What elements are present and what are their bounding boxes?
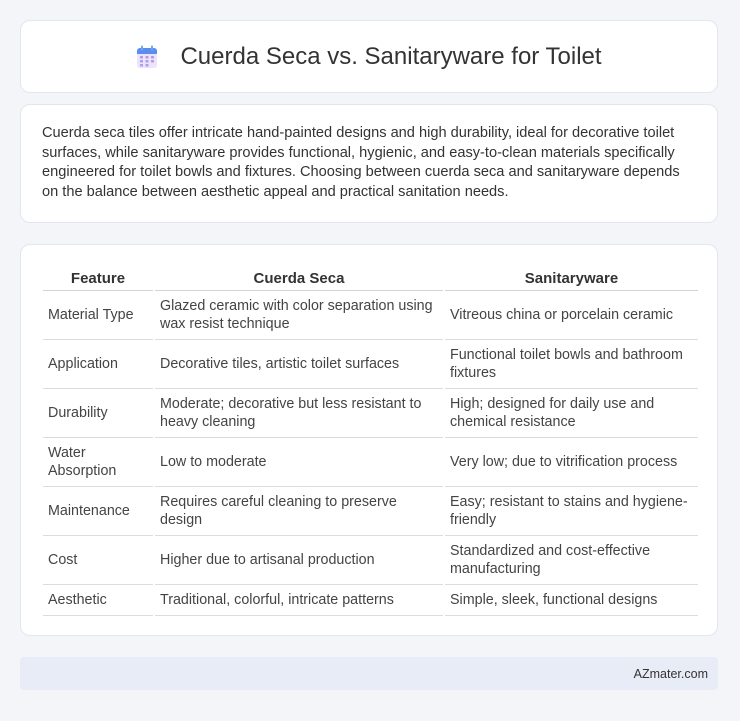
footer-source: AZmater.com: [633, 666, 708, 681]
intro-text: Cuerda seca tiles offer intricate hand-painted designs and high durability, ideal for decorative toilet surfaces, while sanitaryware provides functional, hygienic, and easy-to-clean materials specifically engineered for toilet bowls and fixtures. Choosing between cuerda seca and sanitaryware depends on the balance between aesthetic appeal and practical sanitation needs.: [42, 125, 680, 200]
table-row: [43, 585, 698, 616]
table-row: [43, 340, 698, 389]
header-feature: Feature: [43, 266, 153, 291]
comparison-table: [41, 266, 700, 616]
feature-cell: Material Type: [43, 291, 153, 340]
feature-cell: Water Absorption: [43, 438, 153, 487]
feature-cell: Maintenance: [43, 487, 153, 536]
header-cuerda-seca: Cuerda Seca: [155, 266, 443, 291]
feature-cell: Cost: [43, 536, 153, 585]
table-card: [20, 244, 718, 636]
feature-cell: Durability: [43, 389, 153, 438]
header-sanitaryware: Sanitaryware: [445, 266, 698, 291]
intro-card: [20, 104, 718, 223]
table-row: [43, 291, 698, 340]
cuerda-seca-cell: Higher due to artisanal production: [155, 536, 443, 585]
cuerda-seca-cell: Traditional, colorful, intricate patterns: [155, 585, 443, 616]
sanitaryware-cell: Vitreous china or porcelain ceramic: [445, 291, 698, 340]
feature-cell: Aesthetic: [43, 585, 153, 616]
title-card: [20, 20, 718, 93]
table-row: [43, 389, 698, 438]
feature-cell: Application: [43, 340, 153, 389]
footer-bar: [20, 657, 718, 690]
cuerda-seca-cell: Requires careful cleaning to preserve design: [155, 487, 443, 536]
cuerda-seca-cell: Glazed ceramic with color separation using wax resist technique: [155, 291, 443, 340]
table-row: [43, 487, 698, 536]
sanitaryware-cell: Standardized and cost-effective manufacturing: [445, 536, 698, 585]
calendar-icon: [136, 45, 158, 69]
sanitaryware-cell: Simple, sleek, functional designs: [445, 585, 698, 616]
sanitaryware-cell: High; designed for daily use and chemical resistance: [445, 389, 698, 438]
cuerda-seca-cell: Moderate; decorative but less resistant to heavy cleaning: [155, 389, 443, 438]
cuerda-seca-cell: Decorative tiles, artistic toilet surfaces: [155, 340, 443, 389]
cuerda-seca-cell: Low to moderate: [155, 438, 443, 487]
table-row: [43, 536, 698, 585]
table-row: [43, 438, 698, 487]
table-header-row: [43, 266, 698, 291]
sanitaryware-cell: Functional toilet bowls and bathroom fixtures: [445, 340, 698, 389]
sanitaryware-cell: Very low; due to vitrification process: [445, 438, 698, 487]
page-title: Cuerda Seca vs. Sanitaryware for Toilet: [180, 42, 602, 70]
sanitaryware-cell: Easy; resistant to stains and hygiene-friendly: [445, 487, 698, 536]
title-wrap: [136, 43, 601, 71]
